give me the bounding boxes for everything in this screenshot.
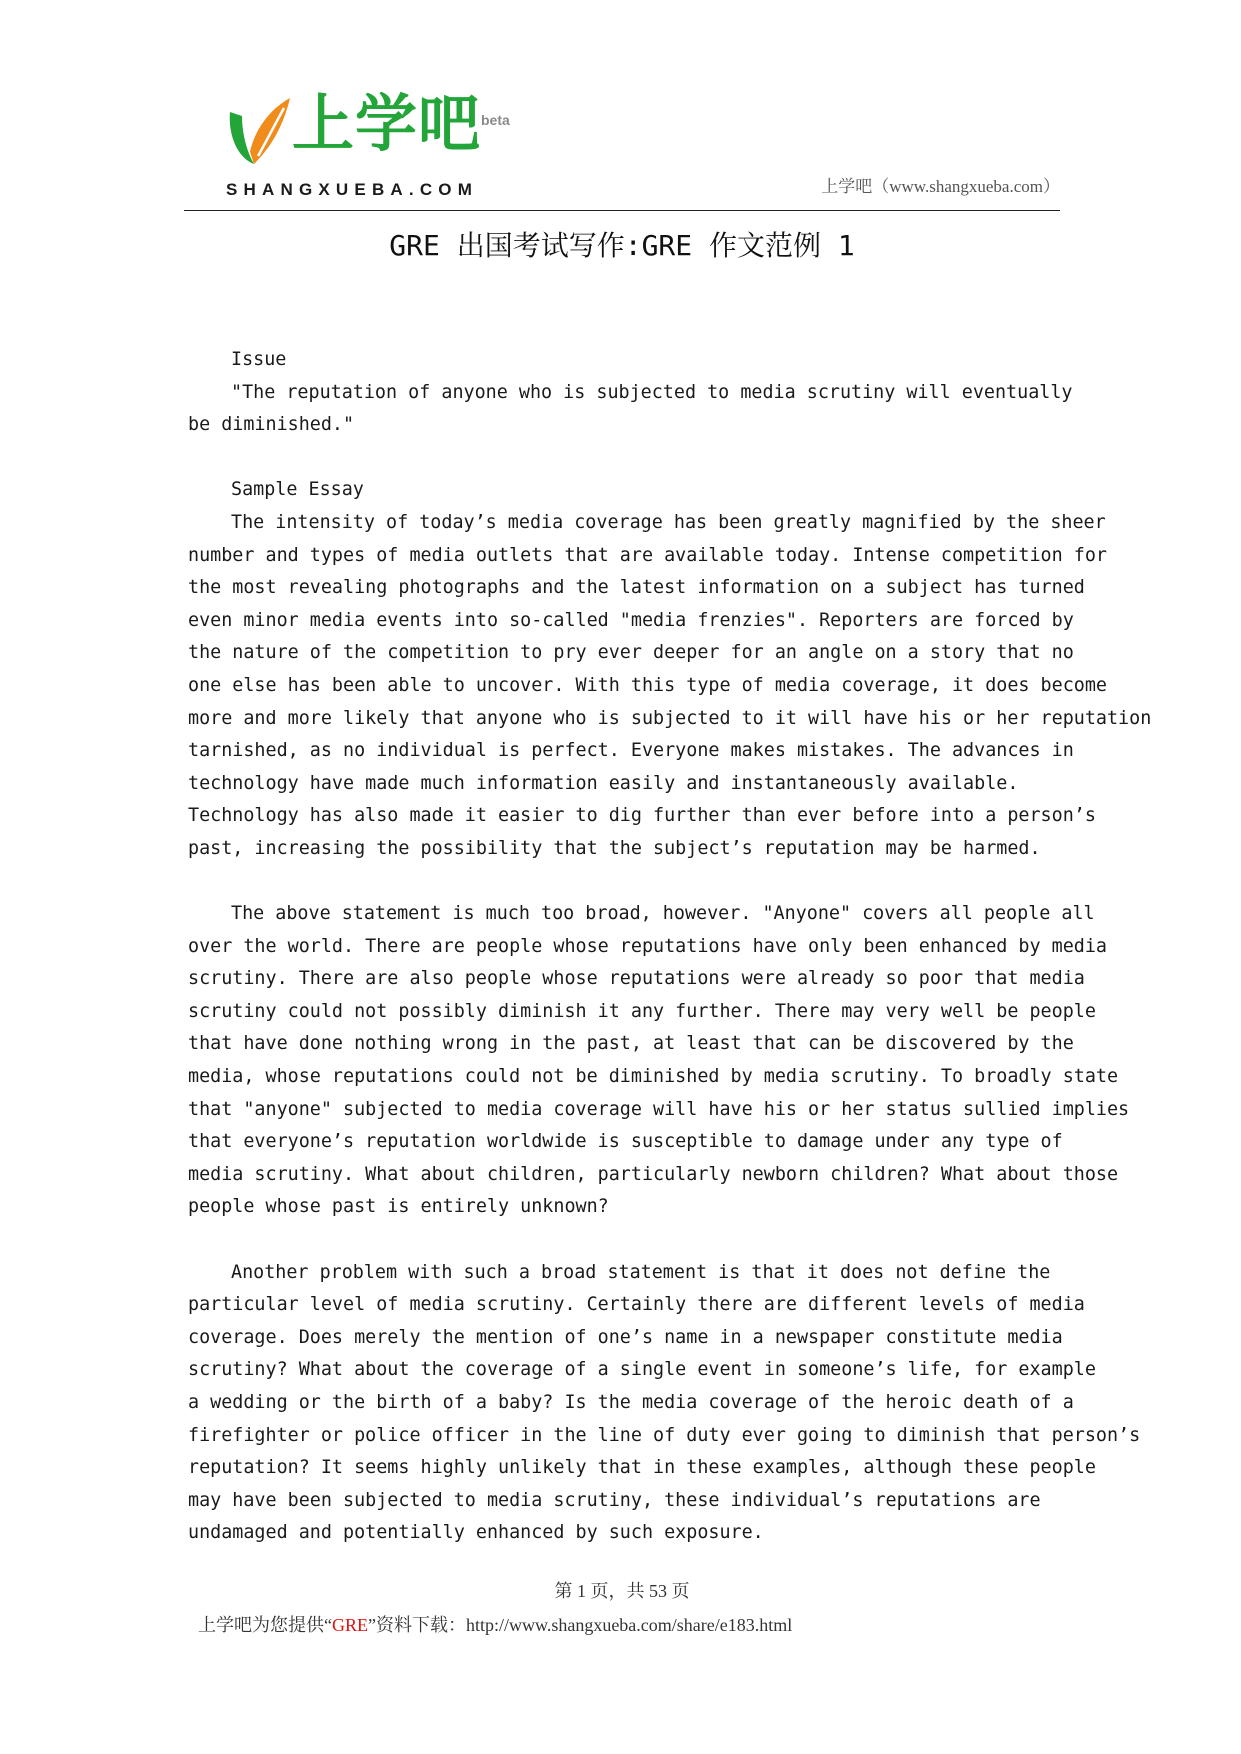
site-reference: 上学吧（www.shangxueba.com） bbox=[821, 177, 1060, 196]
essay-line: over the world. There are people whose reputations have only been enhanced by media bbox=[188, 935, 1107, 957]
essay-line: that have done nothing wrong in the past, at least that can be discovered by the bbox=[188, 1033, 1074, 1055]
essay-line: particular level of media scrutiny. Certainly there are different levels of media bbox=[188, 1294, 1085, 1316]
essay-line: people whose past is entirely unknown? bbox=[188, 1196, 609, 1218]
essay-line: more and more likely that anyone who is subjected to it will have his or her reputation bbox=[188, 707, 1152, 729]
essay-line: reputation? It seems highly unlikely that in these examples, although these people bbox=[188, 1457, 1096, 1479]
footer-note-suffix: ”资料下载：http://www.shangxueba.com/share/e183.html bbox=[368, 1615, 793, 1635]
essay-line: one else has been able to uncover. With this type of media coverage, it does become bbox=[188, 674, 1107, 696]
essay-line: may have been subjected to media scrutiny, these individual’s reputations are bbox=[188, 1489, 1041, 1511]
logo-beta-label: beta bbox=[481, 112, 510, 128]
essay-line: Technology has also made it easier to dig further than ever before into a person’s bbox=[188, 805, 1096, 827]
logo-english-text: SHANGXUEBA.COM bbox=[226, 180, 479, 199]
page-number: 第 1 页，共 53 页 bbox=[554, 1581, 690, 1601]
page-header bbox=[184, 80, 1060, 210]
essay-line: Issue bbox=[231, 349, 287, 370]
essay-line: Another problem with such a broad statement is that it does not define the bbox=[231, 1261, 1051, 1283]
footer-download-note[interactable] bbox=[198, 1611, 792, 1637]
essay-line: the most revealing photographs and the latest information on a subject has turned bbox=[188, 577, 1085, 599]
leaf-logo-icon bbox=[224, 92, 294, 168]
essay-line: be diminished." bbox=[188, 414, 355, 436]
logo-chinese-text: 上学吧 bbox=[292, 87, 482, 160]
essay-line: coverage. Does merely the mention of one’s name in a newspaper constitute media bbox=[188, 1326, 1063, 1348]
blank-line bbox=[188, 442, 1068, 475]
essay-line: scrutiny could not possibly diminish it any further. There may very well be people bbox=[188, 1000, 1096, 1022]
essay-line: a wedding or the birth of a baby? Is the media coverage of the heroic death of a bbox=[188, 1392, 1074, 1413]
essay-line: even minor media events into so-called "media frenzies". Reporters are forced by bbox=[188, 609, 1074, 631]
header-divider bbox=[184, 210, 1060, 211]
essay-line: past, increasing the possibility that the subject’s reputation may be harmed. bbox=[188, 837, 1041, 859]
footer-note-prefix: 上学吧为您提供“ bbox=[198, 1615, 332, 1635]
essay-line: technology have made much information easily and instantaneously available. bbox=[188, 772, 1019, 794]
document-title: GRE 出国考试写作:GRE 作文范例 1 bbox=[389, 229, 855, 262]
essay-line: firefighter or police officer in the line of duty ever going to diminish that person’s bbox=[188, 1424, 1141, 1446]
essay-line: media scrutiny. What about children, particularly newborn children? What about those bbox=[188, 1163, 1119, 1185]
essay-line: scrutiny? What about the coverage of a single event in someone’s life, for example bbox=[188, 1359, 1096, 1381]
essay-line: number and types of media outlets that are available today. Intense competition for bbox=[188, 544, 1107, 566]
blank-line bbox=[188, 1224, 1068, 1257]
essay-line: "The reputation of anyone who is subjected to media scrutiny will eventually bbox=[231, 381, 1073, 403]
essay-line: media, whose reputations could not be diminished by media scrutiny. To broadly state bbox=[188, 1066, 1119, 1088]
essay-line: scrutiny. There are also people whose reputations were already so poor that media bbox=[188, 968, 1085, 990]
essay-line: undamaged and potentially enhanced by such exposure. bbox=[188, 1522, 764, 1544]
essay-line: that everyone’s reputation worldwide is susceptible to damage under any type of bbox=[188, 1131, 1063, 1153]
essay-body bbox=[188, 344, 1152, 1550]
site-logo[interactable] bbox=[224, 87, 524, 205]
footer-note-highlight: GRE bbox=[332, 1615, 368, 1635]
essay-line: The intensity of today’s media coverage has been greatly magnified by the sheer bbox=[231, 511, 1106, 533]
essay-line: Sample Essay bbox=[231, 479, 364, 501]
essay-line: tarnished, as no individual is perfect. Everyone makes mistakes. The advances in bbox=[188, 740, 1074, 762]
essay-line: The above statement is much too broad, however. "Anyone" covers all people all bbox=[231, 903, 1095, 925]
blank-line bbox=[188, 866, 1068, 899]
essay-line: that "anyone" subjected to media coverage will have his or her status sullied implies bbox=[188, 1098, 1130, 1120]
essay-line: the nature of the competition to pry ever deeper for an angle on a story that no bbox=[188, 642, 1074, 664]
